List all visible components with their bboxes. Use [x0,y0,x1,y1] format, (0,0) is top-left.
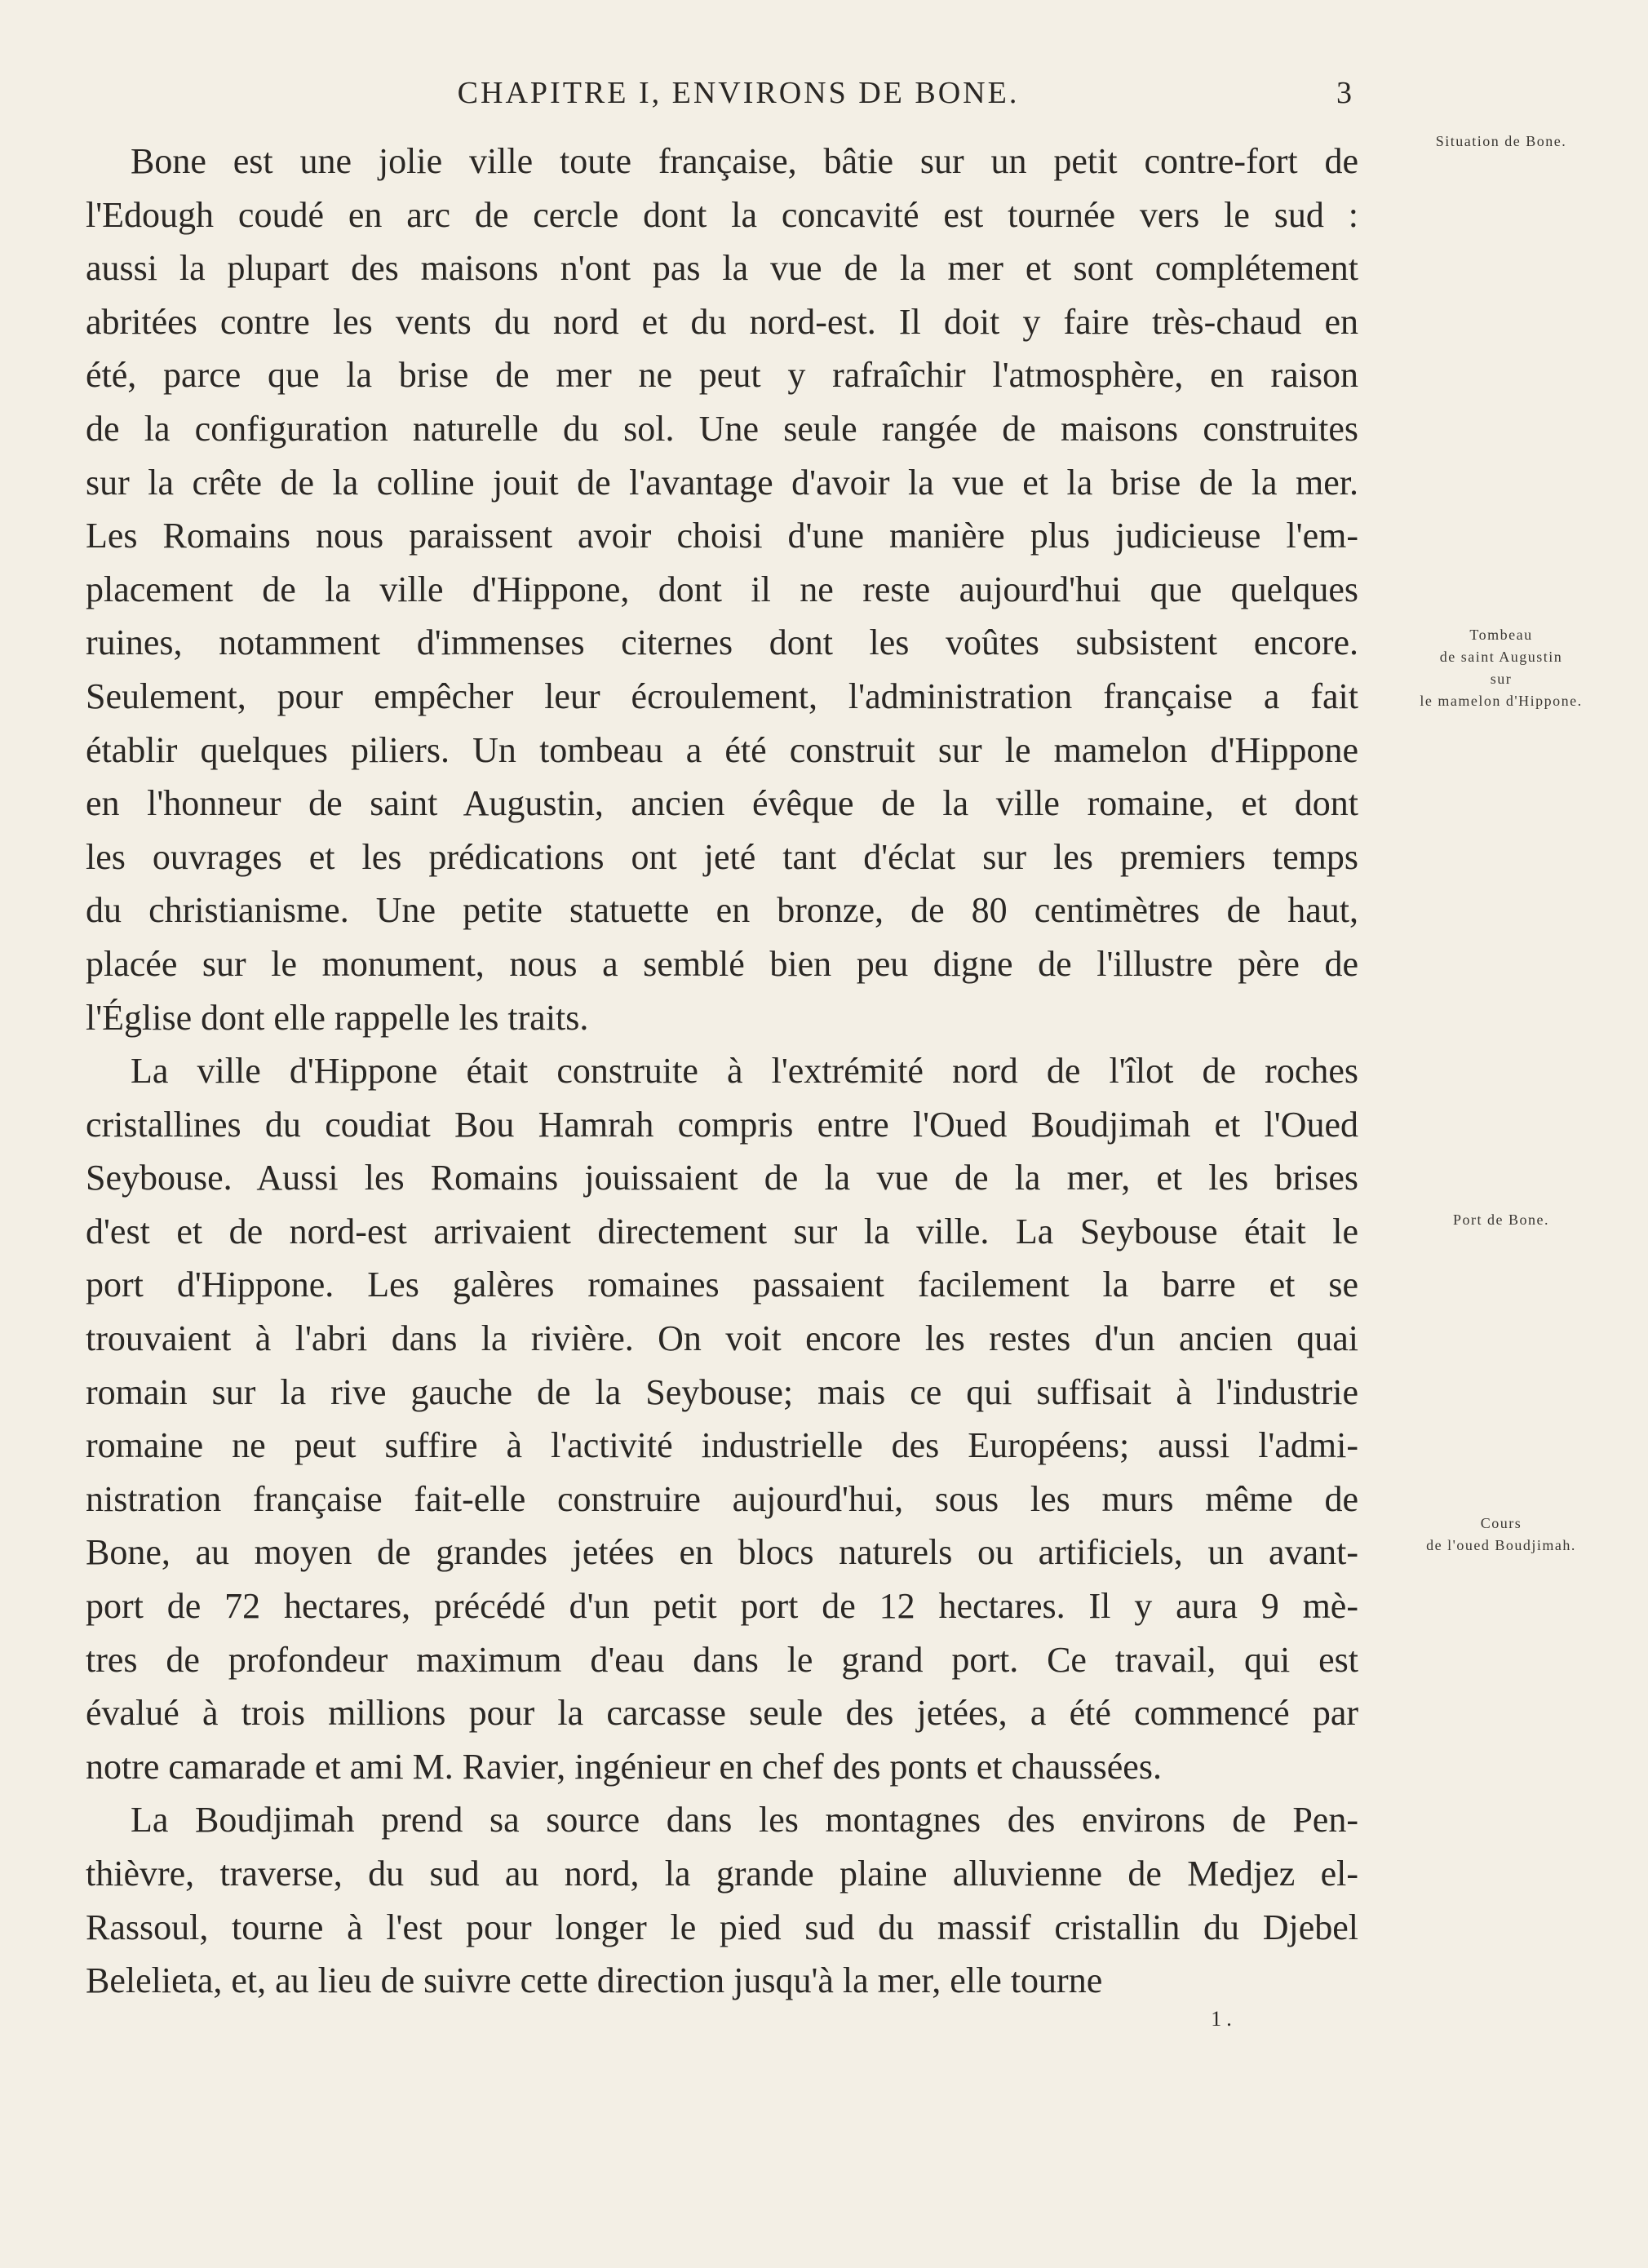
text-line: notre camarade et ami M. Ravier, ingénieur en chef des ponts et chaussées. [86,1746,1162,1787]
text-line: tres de profondeur maximum d'eau dans le grand port. Ce travail, qui est [86,1639,1358,1680]
text-line: en l'honneur de saint Augustin, ancien évêque de la ville romaine, et dont [86,783,1358,824]
text-line: l'Église dont elle rappelle les traits. [86,997,589,1038]
paragraph [86,1793,1358,2007]
margin-note [1371,624,1632,712]
text-line: cristallines du coudiat Bou Hamrah compris entre l'Oued Boudjimah et l'Oued [86,1104,1358,1145]
text-line: La Boudjimah prend sa source dans les montagnes des environs de Pen- [131,1800,1358,1841]
text-line: romain sur la rive gauche de la Seybouse; mais ce qui suffisait à l'industrie [86,1371,1358,1412]
signature-mark: 1. [1211,2007,1237,2031]
text-line: placée sur le monument, nous a semblé bien peu digne de l'illustre père de [86,943,1358,984]
text-line: Seybouse. Aussi les Romains jouissaient de la vue de la mer, et les brises [86,1158,1358,1198]
text-line: ruines, notamment d'immenses citernes dont les voûtes subsistent encore. [86,622,1358,663]
paragraph [86,135,1358,1044]
margin-note-line: le mamelon d'Hippone. [1420,693,1583,709]
text-line: établir quelques piliers. Un tombeau a été construit sur le mamelon d'Hippone [86,729,1358,770]
text-line: du christianisme. Une petite statuette en bronze, de 80 centimètres de haut, [86,890,1358,931]
text-line: romaine ne peut suffire à l'activité industrielle des Européens; aussi l'admi- [86,1425,1358,1466]
text-line: nistration française fait-elle construire aujourd'hui, sous les murs même de [86,1478,1358,1519]
page-number: 3 [1336,76,1354,110]
margin-note [1371,1513,1632,1557]
text-line: Bone, au moyen de grandes jetées en blocs naturels ou artificiels, un avant- [86,1532,1358,1573]
text-line: thièvre, traverse, du sud au nord, la grande plaine alluvienne de Medjez el- [86,1854,1358,1894]
margin-note-line: Tombeau [1469,627,1533,643]
chapter-title: CHAPITRE I, ENVIRONS DE BONE. [457,76,1020,110]
text-line: port d'Hippone. Les galères romaines passaient facilement la barre et se [86,1265,1358,1305]
text-line: La ville d'Hippone était construite à l'extrémité nord de l'îlot de roches [131,1051,1358,1092]
text-line: aussi la plupart des maisons n'ont pas la vue de la mer et sont complétement [86,248,1358,289]
text-line: placement de la ville d'Hippone, dont il ne reste aujourd'hui que quelques [86,569,1358,609]
text-line: abritées contre les vents du nord et du nord-est. Il doit y faire très-chaud en [86,301,1358,342]
text-line: de la configuration naturelle du sol. Une seule rangée de maisons construites [86,408,1358,449]
text-line: évalué à trois millions pour la carcasse seule des jetées, a été commencé par [86,1693,1358,1734]
margin-note [1371,131,1632,153]
text-line: Rassoul, tourne à l'est pour longer le pied sud du massif cristallin du Djebel [86,1907,1358,1947]
text-line: Belelieta, et, au lieu de suivre cette direction jusqu'à la mer, elle tourne [86,1960,1103,2001]
paragraph [86,1044,1358,1793]
text-line: été, parce que la brise de mer ne peut y rafraîchir l'atmosphère, en raison [86,355,1358,396]
margin-note-line: Cours [1480,1515,1522,1531]
text-line: Seulement, pour empêcher leur écroulement, l'administration française a fait [86,676,1358,716]
text-line: port de 72 hectares, précédé d'un petit port de 12 hectares. Il y aura 9 mè- [86,1586,1358,1627]
margin-note [1371,1209,1632,1231]
margin-note-line: de l'oued Boudjimah. [1426,1537,1576,1553]
margin-note-line: sur [1490,671,1513,687]
text-line: trouvaient à l'abri dans la rivière. On voit encore les restes d'un ancien quai [86,1318,1358,1359]
text-line: Les Romains nous paraissent avoir choisi d'une manière plus judicieuse l'em- [86,516,1358,556]
body-text [86,135,1358,2008]
text-line: sur la crête de la colline jouit de l'avantage d'avoir la vue et la brise de la mer. [86,462,1358,503]
margin-note-line: Port de Bone. [1453,1212,1549,1228]
text-line: Bone est une jolie ville toute française, bâtie sur un petit contre-fort de [131,141,1358,181]
running-head [122,75,1354,124]
text-line: d'est et de nord-est arrivaient directement sur la ville. La Seybouse était le [86,1211,1358,1251]
text-line: l'Edough coudé en arc de cercle dont la concavité est tournée vers le sud : [86,194,1358,235]
margin-note-line: Situation de Bone. [1435,133,1567,149]
margin-note-line: de saint Augustin [1439,649,1563,665]
text-line: les ouvrages et les prédications ont jeté tant d'éclat sur les premiers temps [86,836,1358,877]
